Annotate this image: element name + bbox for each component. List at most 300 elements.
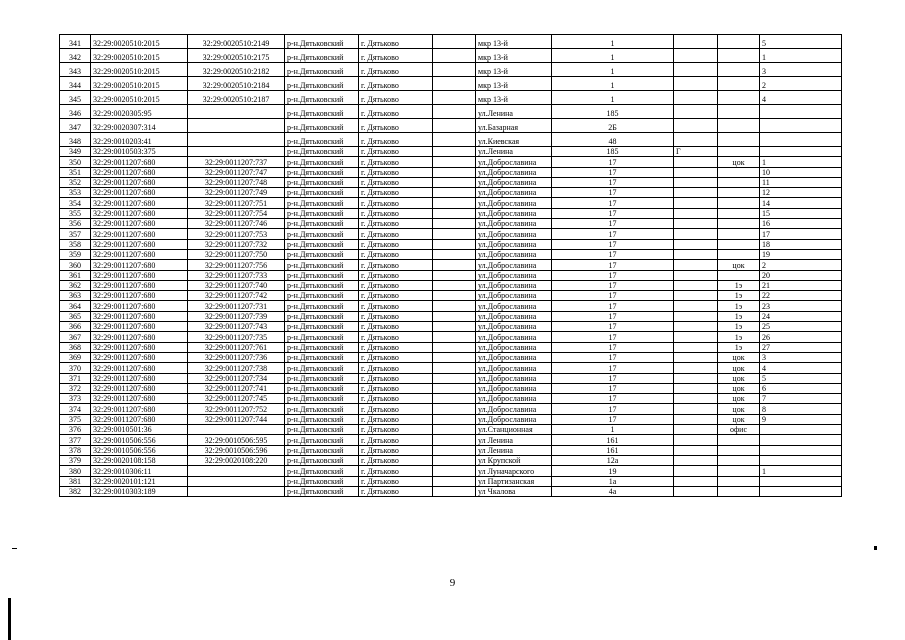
page-number: 9 (449, 577, 456, 589)
district-cell: р-н.Дятьковский (285, 188, 359, 198)
building-letter-cell (674, 291, 718, 301)
city-cell: г. Дятьково (359, 229, 433, 239)
premises-cell (718, 455, 760, 465)
premises-cell (718, 167, 760, 177)
premises-cell (718, 445, 760, 455)
district-cell: р-н.Дятьковский (285, 363, 359, 373)
row-number-cell: 366 (60, 322, 91, 332)
building-letter-cell (674, 133, 718, 147)
cadastral-number-cell: 32:29:0011207:680 (91, 363, 188, 373)
house-number-cell: 1 (552, 425, 674, 435)
district-cell: р-н.Дятьковский (285, 177, 359, 187)
row-number-cell: 382 (60, 486, 91, 496)
sub-cadastral-number-cell: 32:29:0011207:738 (188, 363, 285, 373)
house-number-cell: 1 (552, 49, 674, 63)
spacer-cell (433, 147, 476, 157)
cadastral-number-cell: 32:29:0011207:680 (91, 198, 188, 208)
premises-cell: цок (718, 404, 760, 414)
premises-cell (718, 486, 760, 496)
premises-cell: цок (718, 260, 760, 270)
district-cell: р-н.Дятьковский (285, 239, 359, 249)
district-cell: р-н.Дятьковский (285, 383, 359, 393)
building-letter-cell (674, 177, 718, 187)
district-cell: р-н.Дятьковский (285, 414, 359, 424)
premises-cell (718, 219, 760, 229)
building-letter-cell (674, 280, 718, 290)
premises-cell (718, 239, 760, 249)
building-letter-cell (674, 394, 718, 404)
city-cell: г. Дятьково (359, 249, 433, 259)
building-letter-cell (674, 188, 718, 198)
house-number-cell: 17 (552, 394, 674, 404)
row-number-cell: 350 (60, 157, 91, 167)
district-cell: р-н.Дятьковский (285, 280, 359, 290)
sub-cadastral-number-cell: 32:29:0011207:751 (188, 198, 285, 208)
apartment-cell: 23 (760, 301, 842, 311)
sub-cadastral-number-cell: 32:29:0011207:740 (188, 280, 285, 290)
building-letter-cell (674, 49, 718, 63)
premises-cell (718, 91, 760, 105)
house-number-cell: 17 (552, 157, 674, 167)
cadastral-number-cell: 32:29:0010203:41 (91, 133, 188, 147)
premises-cell: 1э (718, 342, 760, 352)
building-letter-cell (674, 476, 718, 486)
table-row (60, 404, 842, 414)
city-cell: г. Дятьково (359, 486, 433, 496)
apartment-cell: 5 (760, 373, 842, 383)
premises-cell: офис (718, 425, 760, 435)
apartment-cell: 1 (760, 49, 842, 63)
cadastral-number-cell: 32:29:0020510:2015 (91, 49, 188, 63)
cadastral-number-cell: 32:29:0010506:556 (91, 435, 188, 445)
cadastral-number-cell: 32:29:0011207:680 (91, 373, 188, 383)
table-row (60, 35, 842, 49)
building-letter-cell (674, 270, 718, 280)
street-cell: мкр 13-й (476, 49, 552, 63)
spacer-cell (433, 91, 476, 105)
building-letter-cell (674, 435, 718, 445)
premises-cell: цок (718, 157, 760, 167)
sub-cadastral-number-cell (188, 133, 285, 147)
house-number-cell: 17 (552, 373, 674, 383)
spacer-cell (433, 260, 476, 270)
cadastral-number-cell: 32:29:0011207:680 (91, 157, 188, 167)
spacer-cell (433, 322, 476, 332)
city-cell: г. Дятьково (359, 466, 433, 476)
sub-cadastral-number-cell: 32:29:0011207:743 (188, 322, 285, 332)
premises-cell: 1э (718, 332, 760, 342)
street-cell: ул Чкалова (476, 486, 552, 496)
city-cell: г. Дятьково (359, 157, 433, 167)
sub-cadastral-number-cell: 32:29:0011207:734 (188, 373, 285, 383)
premises-cell: 1э (718, 280, 760, 290)
table-row (60, 425, 842, 435)
sub-cadastral-number-cell (188, 466, 285, 476)
building-letter-cell (674, 63, 718, 77)
building-letter-cell (674, 373, 718, 383)
premises-cell (718, 270, 760, 280)
building-letter-cell (674, 486, 718, 496)
building-letter-cell (674, 219, 718, 229)
premises-cell (718, 77, 760, 91)
building-letter-cell (674, 105, 718, 119)
apartment-cell: 10 (760, 167, 842, 177)
district-cell: р-н.Дятьковский (285, 466, 359, 476)
building-letter-cell: Г (674, 147, 718, 157)
spacer-cell (433, 177, 476, 187)
apartment-cell (760, 486, 842, 496)
street-cell: ул.Доброславина (476, 198, 552, 208)
house-number-cell: 2Б (552, 119, 674, 133)
house-number-cell: 12а (552, 455, 674, 465)
building-letter-cell (674, 352, 718, 362)
apartment-cell: 17 (760, 229, 842, 239)
spacer-cell (433, 280, 476, 290)
apartment-cell (760, 476, 842, 486)
building-letter-cell (674, 167, 718, 177)
street-cell: ул Крупской (476, 455, 552, 465)
cadastral-number-cell: 32:29:0011207:680 (91, 260, 188, 270)
building-letter-cell (674, 249, 718, 259)
apartment-cell: 26 (760, 332, 842, 342)
cadastral-number-cell: 32:29:0010503:375 (91, 147, 188, 157)
row-number-cell: 380 (60, 466, 91, 476)
cadastral-number-cell: 32:29:0011207:680 (91, 322, 188, 332)
sub-cadastral-number-cell: 32:29:0011207:750 (188, 249, 285, 259)
house-number-cell: 17 (552, 219, 674, 229)
spacer-cell (433, 239, 476, 249)
table-row (60, 476, 842, 486)
spacer-cell (433, 208, 476, 218)
building-letter-cell (674, 404, 718, 414)
sub-cadastral-number-cell: 32:29:0020510:2184 (188, 77, 285, 91)
building-letter-cell (674, 425, 718, 435)
spacer-cell (433, 332, 476, 342)
apartment-cell (760, 133, 842, 147)
row-number-cell: 381 (60, 476, 91, 486)
apartment-cell (760, 147, 842, 157)
city-cell: г. Дятьково (359, 198, 433, 208)
cadastral-number-cell: 32:29:0020307:314 (91, 119, 188, 133)
spacer-cell (433, 373, 476, 383)
house-number-cell: 161 (552, 445, 674, 455)
premises-cell (718, 476, 760, 486)
row-number-cell: 363 (60, 291, 91, 301)
table-row (60, 157, 842, 167)
row-number-cell: 349 (60, 147, 91, 157)
street-cell: ул.Доброславина (476, 249, 552, 259)
city-cell: г. Дятьково (359, 404, 433, 414)
apartment-cell: 12 (760, 188, 842, 198)
row-number-cell: 377 (60, 435, 91, 445)
table-row (60, 301, 842, 311)
district-cell: р-н.Дятьковский (285, 167, 359, 177)
street-cell: ул.Доброславина (476, 280, 552, 290)
table-row (60, 342, 842, 352)
city-cell: г. Дятьково (359, 291, 433, 301)
house-number-cell: 17 (552, 414, 674, 424)
premises-cell: цок (718, 373, 760, 383)
table-row (60, 280, 842, 290)
street-cell: ул.Доброславина (476, 229, 552, 239)
premises-cell: цок (718, 352, 760, 362)
cadastral-number-cell: 32:29:0020108:158 (91, 455, 188, 465)
district-cell: р-н.Дятьковский (285, 291, 359, 301)
house-number-cell: 17 (552, 229, 674, 239)
sub-cadastral-number-cell: 32:29:0020510:2187 (188, 91, 285, 105)
row-number-cell: 379 (60, 455, 91, 465)
spacer-cell (433, 414, 476, 424)
building-letter-cell (674, 198, 718, 208)
table-row (60, 167, 842, 177)
building-letter-cell (674, 363, 718, 373)
district-cell: р-н.Дятьковский (285, 445, 359, 455)
premises-cell (718, 177, 760, 187)
street-cell: ул.Доброславина (476, 177, 552, 187)
sub-cadastral-number-cell: 32:29:0011207:761 (188, 342, 285, 352)
apartment-cell: 27 (760, 342, 842, 352)
row-number-cell: 368 (60, 342, 91, 352)
street-cell: ул.Доброславина (476, 394, 552, 404)
spacer-cell (433, 35, 476, 49)
city-cell: г. Дятьково (359, 239, 433, 249)
spacer-cell (433, 249, 476, 259)
sub-cadastral-number-cell: 32:29:0010506:596 (188, 445, 285, 455)
sub-cadastral-number-cell: 32:29:0011207:731 (188, 301, 285, 311)
district-cell: р-н.Дятьковский (285, 332, 359, 342)
street-cell: ул.Доброславина (476, 342, 552, 352)
premises-cell (718, 63, 760, 77)
premises-cell: 1э (718, 301, 760, 311)
row-number-cell: 351 (60, 167, 91, 177)
row-number-cell: 356 (60, 219, 91, 229)
premises-cell (718, 119, 760, 133)
table-row (60, 414, 842, 424)
district-cell: р-н.Дятьковский (285, 219, 359, 229)
spacer-cell (433, 486, 476, 496)
table-row (60, 291, 842, 301)
street-cell: ул.Доброславина (476, 332, 552, 342)
district-cell: р-н.Дятьковский (285, 342, 359, 352)
district-cell: р-н.Дятьковский (285, 147, 359, 157)
district-cell: р-н.Дятьковский (285, 455, 359, 465)
house-number-cell: 161 (552, 435, 674, 445)
house-number-cell: 17 (552, 291, 674, 301)
house-number-cell: 185 (552, 105, 674, 119)
cadastral-number-cell: 32:29:0011207:680 (91, 280, 188, 290)
premises-cell: цок (718, 363, 760, 373)
sub-cadastral-number-cell: 32:29:0011207:752 (188, 404, 285, 414)
spacer-cell (433, 198, 476, 208)
city-cell: г. Дятьково (359, 167, 433, 177)
house-number-cell: 1 (552, 63, 674, 77)
sub-cadastral-number-cell: 32:29:0020510:2175 (188, 49, 285, 63)
cadastral-number-cell: 32:29:0011207:680 (91, 188, 188, 198)
cadastral-number-cell: 32:29:0011207:680 (91, 208, 188, 218)
spacer-cell (433, 311, 476, 321)
building-letter-cell (674, 35, 718, 49)
cadastral-number-cell: 32:29:0020510:2015 (91, 91, 188, 105)
table-row (60, 147, 842, 157)
city-cell: г. Дятьково (359, 119, 433, 133)
spacer-cell (433, 352, 476, 362)
spacer-cell (433, 229, 476, 239)
district-cell: р-н.Дятьковский (285, 301, 359, 311)
city-cell: г. Дятьково (359, 219, 433, 229)
table-row (60, 249, 842, 259)
apartment-cell: 4 (760, 91, 842, 105)
house-number-cell: 17 (552, 260, 674, 270)
building-letter-cell (674, 260, 718, 270)
city-cell: г. Дятьково (359, 147, 433, 157)
house-number-cell: 17 (552, 177, 674, 187)
street-cell: мкр 13-й (476, 91, 552, 105)
city-cell: г. Дятьково (359, 455, 433, 465)
row-number-cell: 370 (60, 363, 91, 373)
spacer-cell (433, 466, 476, 476)
spacer-cell (433, 476, 476, 486)
row-number-cell: 365 (60, 311, 91, 321)
row-number-cell: 355 (60, 208, 91, 218)
premises-cell: цок (718, 394, 760, 404)
premises-cell (718, 208, 760, 218)
cadastral-number-cell: 32:29:0011207:680 (91, 414, 188, 424)
cadastral-number-cell: 32:29:0020510:2015 (91, 77, 188, 91)
district-cell: р-н.Дятьковский (285, 425, 359, 435)
sub-cadastral-number-cell (188, 486, 285, 496)
apartment-cell: 4 (760, 363, 842, 373)
row-number-cell: 361 (60, 270, 91, 280)
city-cell: г. Дятьково (359, 363, 433, 373)
table-row (60, 260, 842, 270)
spacer-cell (433, 383, 476, 393)
house-number-cell: 17 (552, 383, 674, 393)
house-number-cell: 4а (552, 486, 674, 496)
house-number-cell: 17 (552, 249, 674, 259)
apartment-cell (760, 105, 842, 119)
row-number-cell: 360 (60, 260, 91, 270)
cadastral-number-cell: 32:29:0011207:680 (91, 249, 188, 259)
building-letter-cell (674, 383, 718, 393)
street-cell: ул.Доброславина (476, 188, 552, 198)
street-cell: ул.Доброславина (476, 414, 552, 424)
city-cell: г. Дятьково (359, 414, 433, 424)
city-cell: г. Дятьково (359, 63, 433, 77)
building-letter-cell (674, 208, 718, 218)
district-cell: р-н.Дятьковский (285, 352, 359, 362)
house-number-cell: 185 (552, 147, 674, 157)
premises-cell (718, 188, 760, 198)
table-row (60, 77, 842, 91)
spacer-cell (433, 157, 476, 167)
cadastral-number-cell: 32:29:0011207:680 (91, 301, 188, 311)
district-cell: р-н.Дятьковский (285, 373, 359, 383)
spacer-cell (433, 301, 476, 311)
premises-cell (718, 229, 760, 239)
table-row (60, 91, 842, 105)
table-row (60, 455, 842, 465)
row-number-cell: 378 (60, 445, 91, 455)
cadastral-number-cell: 32:29:0010501:36 (91, 425, 188, 435)
house-number-cell: 48 (552, 133, 674, 147)
table-row (60, 119, 842, 133)
city-cell: г. Дятьково (359, 445, 433, 455)
apartment-cell: 24 (760, 311, 842, 321)
cadastral-number-cell: 32:29:0010303:189 (91, 486, 188, 496)
spacer-cell (433, 77, 476, 91)
apartment-cell: 5 (760, 35, 842, 49)
cadastral-number-cell: 32:29:0011207:680 (91, 291, 188, 301)
cadastral-number-cell: 32:29:0020101:121 (91, 476, 188, 486)
city-cell: г. Дятьково (359, 373, 433, 383)
street-cell: ул.Доброславина (476, 260, 552, 270)
apartment-cell: 21 (760, 280, 842, 290)
premises-cell: 1э (718, 322, 760, 332)
street-cell: ул.Доброславина (476, 373, 552, 383)
spacer-cell (433, 119, 476, 133)
sub-cadastral-number-cell: 32:29:0011207:756 (188, 260, 285, 270)
scan-speck (12, 548, 17, 549)
district-cell: р-н.Дятьковский (285, 322, 359, 332)
spacer-cell (433, 455, 476, 465)
row-number-cell: 358 (60, 239, 91, 249)
apartment-cell: 20 (760, 270, 842, 280)
row-number-cell: 353 (60, 188, 91, 198)
cadastral-number-cell: 32:29:0020510:2015 (91, 35, 188, 49)
house-number-cell: 17 (552, 301, 674, 311)
row-number-cell: 367 (60, 332, 91, 342)
apartment-cell (760, 435, 842, 445)
street-cell: ул.Доброславина (476, 239, 552, 249)
street-cell: ул.Доброславина (476, 219, 552, 229)
sub-cadastral-number-cell (188, 147, 285, 157)
house-number-cell: 17 (552, 198, 674, 208)
spacer-cell (433, 270, 476, 280)
district-cell: р-н.Дятьковский (285, 35, 359, 49)
district-cell: р-н.Дятьковский (285, 229, 359, 239)
spacer-cell (433, 425, 476, 435)
sub-cadastral-number-cell: 32:29:0020510:2182 (188, 63, 285, 77)
building-letter-cell (674, 414, 718, 424)
row-number-cell: 344 (60, 77, 91, 91)
row-number-cell: 346 (60, 105, 91, 119)
premises-cell: цок (718, 414, 760, 424)
city-cell: г. Дятьково (359, 270, 433, 280)
premises-cell: 1э (718, 291, 760, 301)
building-letter-cell (674, 91, 718, 105)
house-number-cell: 17 (552, 332, 674, 342)
sub-cadastral-number-cell: 32:29:0011207:745 (188, 394, 285, 404)
house-number-cell: 17 (552, 311, 674, 321)
spacer-cell (433, 445, 476, 455)
apartment-cell (760, 119, 842, 133)
cadastral-number-cell: 32:29:0011207:680 (91, 383, 188, 393)
building-letter-cell (674, 119, 718, 133)
apartment-cell: 9 (760, 414, 842, 424)
district-cell: р-н.Дятьковский (285, 63, 359, 77)
house-number-cell: 1а (552, 476, 674, 486)
apartment-cell: 11 (760, 177, 842, 187)
row-number-cell: 376 (60, 425, 91, 435)
row-number-cell: 364 (60, 301, 91, 311)
premises-cell (718, 35, 760, 49)
register-table (59, 34, 842, 497)
cadastral-number-cell: 32:29:0020305:95 (91, 105, 188, 119)
cadastral-number-cell: 32:29:0010506:556 (91, 445, 188, 455)
street-cell: ул.Доброславина (476, 383, 552, 393)
district-cell: р-н.Дятьковский (285, 404, 359, 414)
table-row (60, 435, 842, 445)
